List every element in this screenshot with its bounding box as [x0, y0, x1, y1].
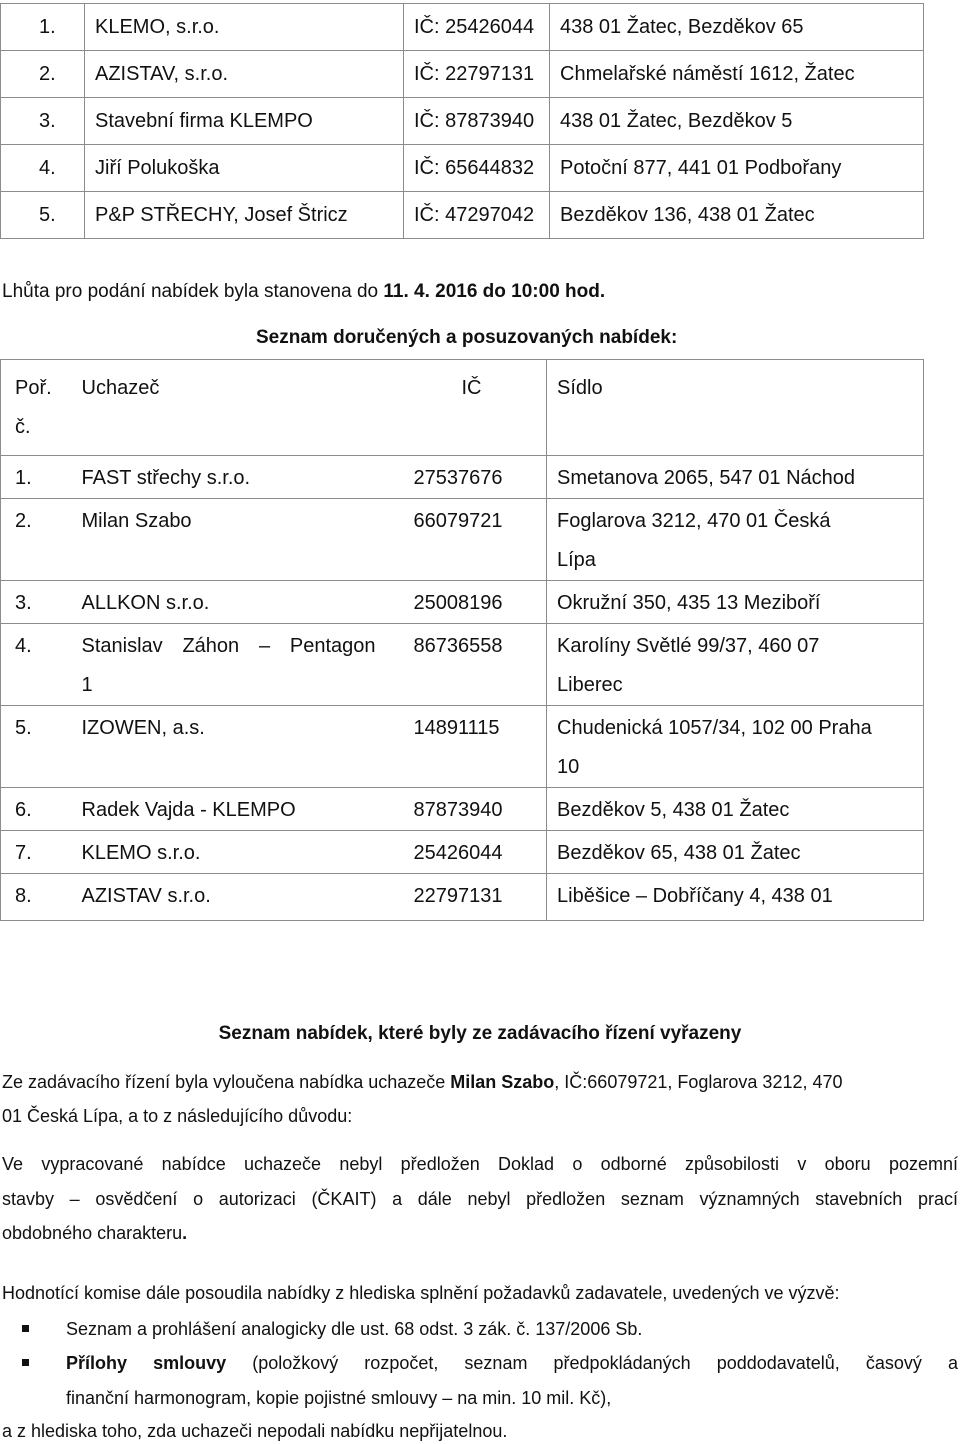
bid-address: Liběšice – Dobříčany 4, 438 01: [547, 874, 924, 921]
contractor-name: Jiří Polukoška: [85, 145, 404, 192]
header-order: [1, 360, 82, 456]
bid-address: [547, 706, 924, 788]
contractor-address: Potoční 877, 441 01 Podbořany: [550, 145, 924, 192]
invited-contractors-table: [0, 3, 924, 239]
contractor-address: 438 01 Žatec, Bezděkov 65: [550, 4, 924, 51]
table-row: [1, 98, 924, 145]
header-order-line1: Poř.: [15, 377, 52, 399]
exclusion-text-end: , IČ:66079721, Foglarova 3212, 470: [554, 1072, 843, 1092]
reason-dot: .: [182, 1223, 188, 1243]
bids-title: Seznam doručených a posuzovaných nabídek:: [256, 327, 678, 348]
table-row: [1, 456, 924, 499]
table-row: [1, 145, 924, 192]
received-bids-table: [0, 359, 924, 921]
table-row: [1, 788, 924, 831]
contractor-address: Bezděkov 136, 438 01 Žatec: [550, 192, 924, 239]
contractor-ico: IČ: 25426044: [404, 4, 550, 51]
row-number: 1.: [1, 4, 85, 51]
table-row: [1, 874, 924, 921]
bid-name-line2: 1: [81, 674, 93, 696]
bid-address-line2: 10: [557, 756, 580, 778]
bid-name: FAST střechy s.r.o.: [82, 456, 400, 499]
contractor-name: KLEMO, s.r.o.: [85, 4, 404, 51]
bid-number: 7.: [1, 831, 82, 874]
table-row: [1, 706, 924, 788]
contractor-ico: IČ: 65644832: [404, 145, 550, 192]
bid-name: Milan Szabo: [82, 499, 400, 581]
bid-ico: 86736558: [400, 624, 547, 706]
bid-ico: 27537676: [400, 456, 547, 499]
bid-name: Radek Vajda - KLEMPO: [82, 788, 400, 831]
bid-ico: 25008196: [400, 581, 547, 624]
bid-address: Smetanova 2065, 547 01 Náchod: [547, 456, 924, 499]
bullet-item-1: Seznam a prohlášení analogicky dle ust. 68 odst. 3 zák. č. 137/2006 Sb.: [66, 1319, 643, 1339]
excluded-title: Seznam nabídek, které byly ze zadávacího řízení vyřazeny: [218, 1023, 742, 1044]
bullet-item-2-line1: [66, 1351, 958, 1375]
bid-address-line1: Foglarova 3212, 470 01 Česká: [557, 510, 831, 532]
attachments-label: Přílohy smlouvy: [66, 1353, 227, 1373]
bullet-square-icon: [22, 1359, 29, 1366]
contractor-address: 438 01 Žatec, Bezděkov 5: [550, 98, 924, 145]
attachments-text: (položkový rozpočet, seznam předpokládaných poddodavatelů, časový a: [226, 1353, 958, 1373]
bid-address: [547, 499, 924, 581]
bid-name: [82, 624, 400, 706]
closing-line: a z hlediska toho, zda uchazeči nepodali nabídku nepřijatelnou.: [2, 1421, 508, 1441]
reason-line2: stavby – osvědčení o autorizaci (ČKAIT) a dále nebyl předložen seznam významných stavebních prací: [2, 1189, 958, 1209]
bid-number: 2.: [1, 499, 82, 581]
contractor-ico: IČ: 87873940: [404, 98, 550, 145]
header-ico: IČ: [400, 360, 547, 456]
deadline-date: 11. 4. 2016 do 10:00 hod.: [383, 281, 606, 302]
table-row: [1, 831, 924, 874]
exclusion-text: Ze zadávacího řízení byla vyloučena nabídka uchazeče: [2, 1072, 451, 1092]
table-row: [1, 192, 924, 239]
row-number: 5.: [1, 192, 85, 239]
bid-address-line1: Karolíny Světlé 99/37, 460 07: [557, 635, 820, 657]
bid-address: Bezděkov 65, 438 01 Žatec: [547, 831, 924, 874]
table-header-row: [1, 360, 924, 456]
table-row: [1, 499, 924, 581]
bid-number: 3.: [1, 581, 82, 624]
table-row: [1, 4, 924, 51]
contractor-ico: IČ: 22797131: [404, 51, 550, 98]
bid-number: 8.: [1, 874, 82, 921]
deadline-line: [2, 280, 605, 304]
reason-line3: [2, 1221, 187, 1245]
bid-number: 6.: [1, 788, 82, 831]
header-bidder: Uchazeč: [81, 377, 160, 399]
bid-name: IZOWEN, a.s.: [82, 706, 400, 788]
deadline-prefix: Lhůta pro podání nabídek byla stanovena do: [2, 281, 384, 302]
bid-name: ALLKON s.r.o.: [82, 581, 400, 624]
bid-address-line2: Liberec: [557, 674, 623, 696]
header-order-line2: č.: [15, 416, 31, 438]
table-row: [1, 581, 924, 624]
bid-name-line1: Stanislav Záhon – Pentagon: [81, 635, 376, 657]
contractor-name: AZISTAV, s.r.o.: [85, 51, 404, 98]
table-row: [1, 51, 924, 98]
bid-ico: 22797131: [400, 874, 547, 921]
contractor-ico: IČ: 47297042: [404, 192, 550, 239]
bid-ico: 66079721: [400, 499, 547, 581]
excluded-bidder-name: Milan Szabo: [450, 1072, 555, 1092]
bid-ico: 87873940: [400, 788, 547, 831]
reason-line1: Ve vypracované nabídce uchazeče nebyl předložen Doklad o odborné způsobilosti v oboru pozemní: [2, 1154, 958, 1174]
contractor-name: Stavební firma KLEMPO: [85, 98, 404, 145]
exclusion-paragraph-line1: [2, 1070, 843, 1094]
bid-address: [547, 624, 924, 706]
row-number: 4.: [1, 145, 85, 192]
bid-ico: 14891115: [400, 706, 547, 788]
exclusion-paragraph-line2: 01 Česká Lípa, a to z následujícího důvodu:: [2, 1106, 353, 1126]
bullet-square-icon: [22, 1325, 29, 1332]
reason-text: obdobného charakteru: [2, 1223, 183, 1243]
bid-number: 1.: [1, 456, 82, 499]
bid-ico: 25426044: [400, 831, 547, 874]
table-row: [1, 624, 924, 706]
contractor-address: Chmelařské náměstí 1612, Žatec: [550, 51, 924, 98]
evaluation-paragraph: Hodnotící komise dále posoudila nabídky z hlediska splnění požadavků zadavatele, uvedených ve výzvě:: [2, 1283, 840, 1303]
row-number: 3.: [1, 98, 85, 145]
bid-number: 5.: [1, 706, 82, 788]
bid-name: KLEMO s.r.o.: [82, 831, 400, 874]
bid-address: Bezděkov 5, 438 01 Žatec: [547, 788, 924, 831]
bid-address-line1: Chudenická 1057/34, 102 00 Praha: [557, 717, 872, 739]
bid-name: AZISTAV s.r.o.: [82, 874, 400, 921]
bid-address: Okružní 350, 435 13 Meziboří: [547, 581, 924, 624]
bid-address-line2: Lípa: [557, 549, 596, 571]
bid-number: 4.: [1, 624, 82, 706]
header-address: Sídlo: [557, 377, 603, 399]
bullet-item-2-line2: finanční harmonogram, kopie pojistné smlouvy – na min. 10 mil. Kč),: [66, 1388, 612, 1408]
row-number: 2.: [1, 51, 85, 98]
contractor-name: P&P STŘECHY, Josef Štricz: [85, 192, 404, 239]
